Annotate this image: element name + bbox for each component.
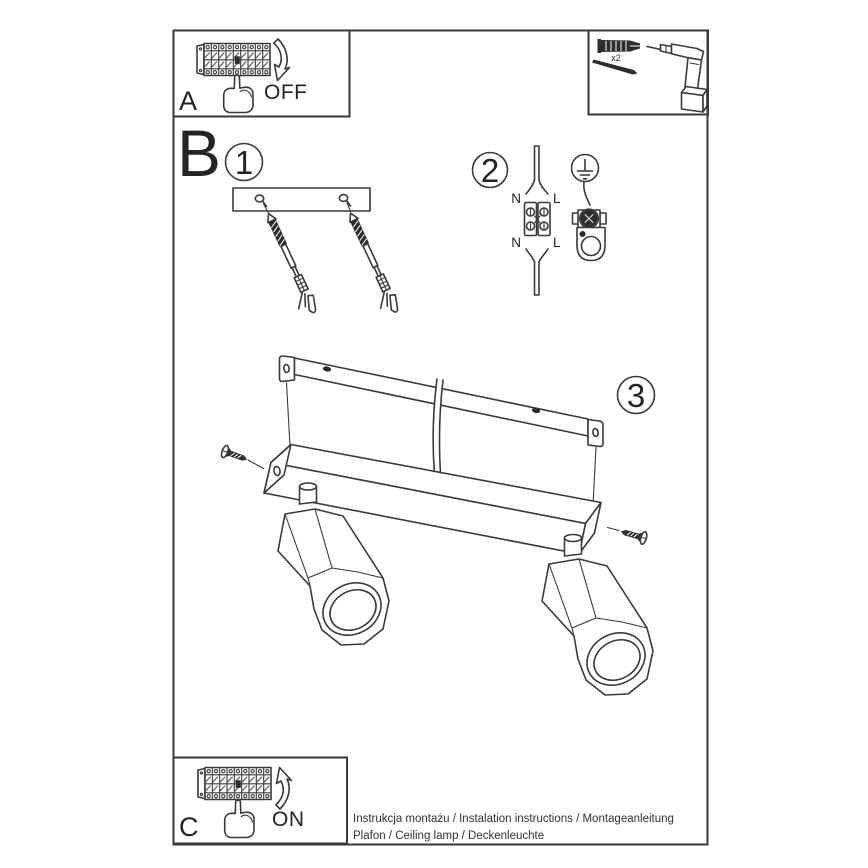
footer-line-1: Instrukcja montażu / Instalation instructions / Montageanleitung: [353, 813, 674, 825]
step-3: [220, 356, 654, 695]
arrow-down-icon: [274, 39, 290, 81]
footer-line-2: Plafon / Ceiling lamp / Deckenleuchte: [353, 830, 545, 842]
panel-c-label: C: [179, 812, 199, 842]
wire-l-bottom: L: [553, 235, 561, 250]
power-off-label: OFF: [264, 81, 308, 104]
hand-press-icon: [224, 75, 253, 112]
ground-wire: [584, 182, 590, 205]
step-1: [226, 144, 402, 318]
spotlight-head-icon: [278, 509, 390, 645]
terminal-block-diagram: [511, 146, 561, 295]
mounting-screw-icon: [619, 525, 648, 545]
step-2-number: 2: [480, 152, 500, 189]
section-b-label: B: [177, 116, 222, 190]
power-cable: [433, 379, 443, 474]
wire-n-top: N: [511, 191, 521, 206]
circuit-breaker-icon: [198, 768, 271, 800]
panel-a-label: A: [179, 86, 198, 116]
ground-clamp-icon: [573, 209, 607, 260]
wall-anchor-icon: [339, 211, 402, 318]
spotlight-head-icon: [542, 559, 654, 695]
panel-power-off: [174, 31, 350, 117]
hand-press-icon: [225, 800, 254, 837]
wire-n-bottom: N: [511, 235, 521, 250]
wire-l-top: L: [553, 191, 561, 206]
wall-anchor-icon: [257, 211, 320, 318]
plug-quantity: x2: [611, 53, 621, 63]
step-1-number: 1: [234, 144, 254, 181]
wall-plug-icon: [598, 39, 641, 53]
drill-icon: [647, 44, 707, 112]
tools-box: [589, 31, 709, 115]
ground-symbol-icon: [572, 155, 599, 182]
circuit-breaker-icon: [197, 44, 270, 76]
power-on-label: ON: [272, 808, 305, 831]
step-3-number: 3: [626, 377, 646, 414]
mounting-screw-icon: [220, 444, 249, 465]
panel-power-on: [174, 758, 348, 844]
step-2: [473, 146, 607, 295]
footer: [353, 813, 674, 842]
sheet-border: [174, 31, 708, 845]
arrow-up-icon: [276, 768, 292, 810]
